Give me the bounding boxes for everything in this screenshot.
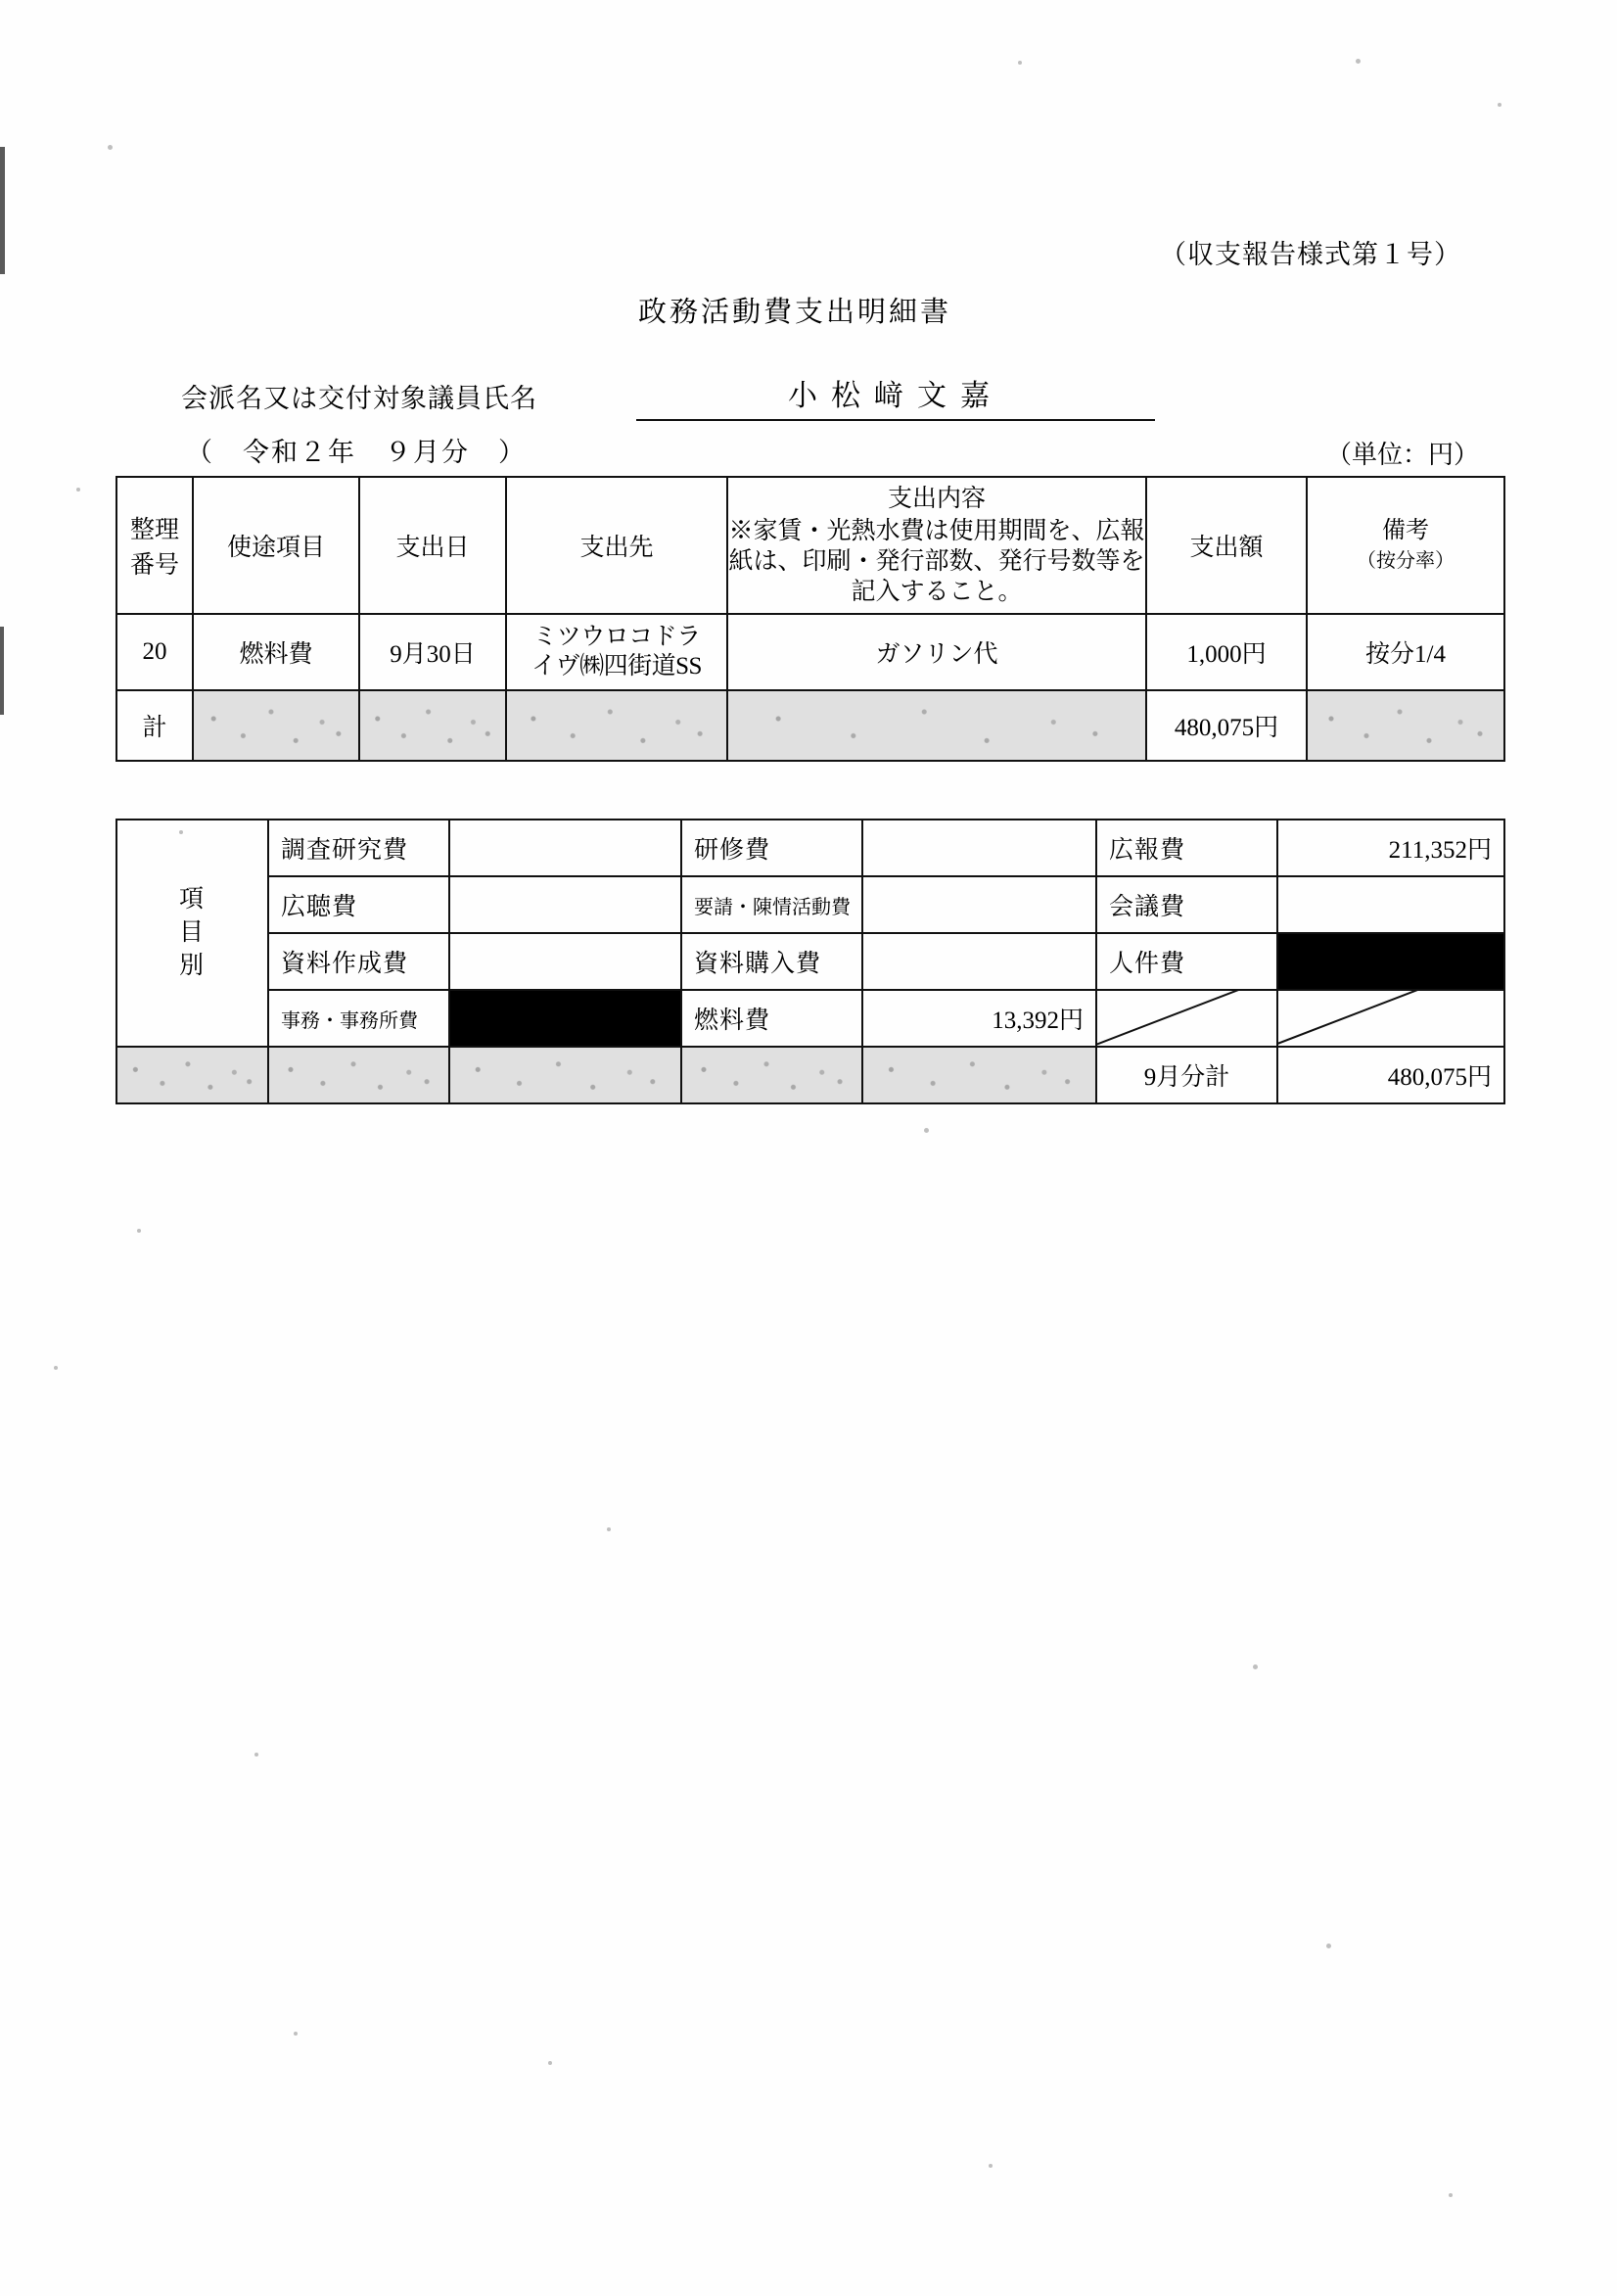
scan-edge-mark (0, 147, 5, 274)
header-usage-item: 使途項目 (193, 477, 359, 614)
category-value-meeting (1277, 876, 1504, 933)
header-remarks-line1: 備考 (1382, 517, 1429, 543)
scan-speck (607, 1527, 611, 1531)
row-remarks: 按分1/4 (1307, 614, 1504, 690)
header-amount: 支出額 (1146, 477, 1307, 614)
total-blank-cell (193, 690, 359, 761)
scan-speck (76, 488, 80, 492)
header-remarks-line2: （按分率） (1357, 550, 1455, 573)
form-number: （収支報告様式第１号） (1160, 240, 1461, 269)
scan-speck (254, 1753, 258, 1757)
scan-speck (924, 1128, 929, 1133)
row-payment-date: 9月30日 (359, 614, 506, 690)
category-breakdown-table (116, 819, 1505, 1104)
period-label: （ 令和２年 ９月分 ） (186, 438, 527, 467)
row-payment-content: ガソリン代 (727, 614, 1146, 690)
row-number: 20 (116, 614, 193, 690)
footer-blank-cell (681, 1047, 862, 1103)
category-empty-diagonal (1277, 990, 1504, 1047)
table-row (116, 614, 1504, 690)
category-row (116, 876, 1504, 933)
page-title: 政務活動費支出明細書 (638, 297, 952, 328)
category-value-materials-purchase (862, 933, 1096, 990)
category-value-office-redacted (449, 990, 681, 1047)
expense-detail-table (116, 476, 1505, 762)
category-label-training: 研修費 (681, 820, 862, 876)
category-label-office: 事務・事務所費 (268, 990, 449, 1047)
category-value-hearing (449, 876, 681, 933)
scan-speck (989, 2164, 993, 2168)
row-payee (506, 614, 727, 690)
header-payment-date: 支出日 (359, 477, 506, 614)
category-value-training (862, 820, 1096, 876)
category-label-meeting: 会議費 (1096, 876, 1277, 933)
category-label-fuel: 燃料費 (681, 990, 862, 1047)
table-total-row (116, 690, 1504, 761)
total-blank-cell (506, 690, 727, 761)
unit-note: （単位：円） (1326, 441, 1480, 469)
row-usage-item: 燃料費 (193, 614, 359, 690)
category-value-fuel: 13,392円 (862, 990, 1096, 1047)
category-value-research (449, 820, 681, 876)
category-value-pr: 211,352円 (1277, 820, 1504, 876)
footer-blank-cell (116, 1047, 268, 1103)
category-empty-diagonal (1096, 990, 1277, 1047)
header-remarks (1307, 477, 1504, 614)
row-payee-line1: ミツウロコドラ (532, 624, 701, 650)
category-row (116, 820, 1504, 876)
scan-speck (137, 1229, 141, 1233)
category-side-label (116, 820, 268, 1047)
header-seiri-bango (116, 477, 193, 614)
total-blank-cell (727, 690, 1146, 761)
category-label-hearing: 広聴費 (268, 876, 449, 933)
category-value-petition (862, 876, 1096, 933)
footer-month-total-label: 9月分計 (1096, 1047, 1277, 1103)
header-payee: 支出先 (506, 477, 727, 614)
category-label-materials-creation: 資料作成費 (268, 933, 449, 990)
row-payee-line2: イヴ㈱四街道SS (531, 653, 702, 679)
category-label-materials-purchase: 資料購入費 (681, 933, 862, 990)
category-value-materials-creation (449, 933, 681, 990)
footer-month-total-value: 480,075円 (1277, 1047, 1504, 1103)
scan-speck (54, 1366, 58, 1370)
total-blank-cell (359, 690, 506, 761)
name-label: 会派名又は交付対象議員氏名 (181, 384, 537, 413)
footer-blank-cell (268, 1047, 449, 1103)
total-label: 計 (116, 690, 193, 761)
category-label-personnel: 人件費 (1096, 933, 1277, 990)
scan-speck (1018, 61, 1022, 65)
category-side-label-line2: 目 (178, 919, 206, 947)
category-footer-row (116, 1047, 1504, 1103)
header-seiri-bango-line2: 番号 (129, 552, 179, 579)
header-seiri-bango-line1: 整理 (129, 517, 179, 543)
scan-speck (1326, 1944, 1331, 1948)
scan-speck (548, 2061, 552, 2065)
scan-speck (1449, 2193, 1453, 2197)
scan-speck (108, 145, 113, 150)
total-amount: 480,075円 (1146, 690, 1307, 761)
scan-speck (1498, 103, 1502, 107)
scan-speck (294, 2032, 298, 2036)
category-label-pr: 広報費 (1096, 820, 1277, 876)
category-value-personnel-redacted (1277, 933, 1504, 990)
header-payment-content-note: ※家賃・光熱水費は使用期間を、広報紙は、印刷・発行部数、発行号数等を記入すること。 (728, 517, 1145, 606)
footer-blank-cell (862, 1047, 1096, 1103)
table-header-row (116, 477, 1504, 614)
header-payment-content-title: 支出内容 (887, 485, 986, 512)
row-amount: 1,000円 (1146, 614, 1307, 690)
header-payment-content (727, 477, 1146, 614)
category-label-petition: 要請・陳情活動費 (681, 876, 862, 933)
category-side-label-line1: 項 (178, 886, 206, 914)
category-label-research: 調査研究費 (268, 820, 449, 876)
scan-speck (1356, 59, 1361, 64)
member-name-value: 小松﨑文嘉 (636, 371, 1155, 421)
category-row (116, 933, 1504, 990)
footer-blank-cell (449, 1047, 681, 1103)
category-row (116, 990, 1504, 1047)
scan-speck (1253, 1664, 1258, 1669)
scan-edge-mark (0, 627, 4, 715)
category-side-label-line3: 別 (178, 952, 206, 979)
total-blank-cell (1307, 690, 1504, 761)
